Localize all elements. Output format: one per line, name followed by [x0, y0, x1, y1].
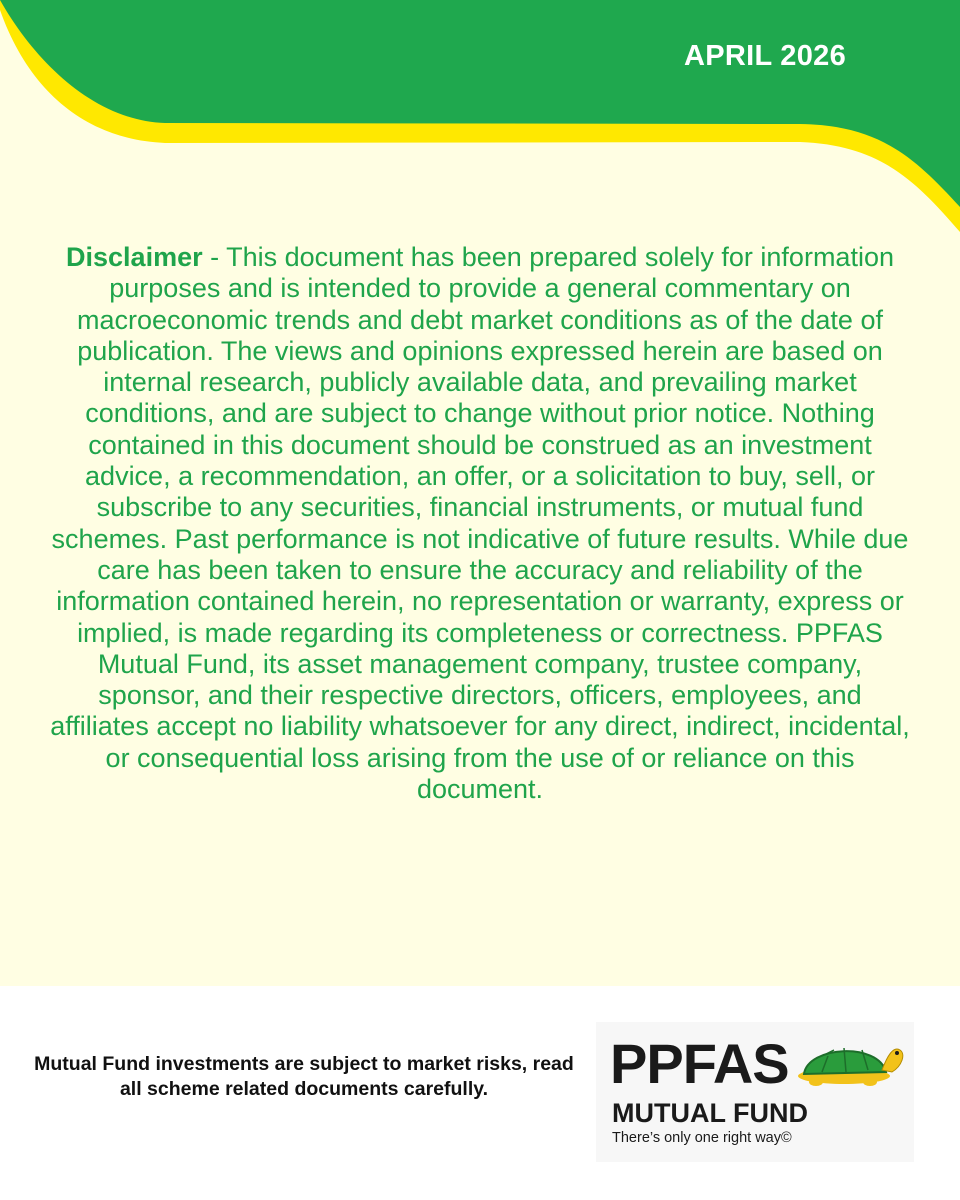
header-wave-banner: [0, 0, 960, 240]
issue-date: APRIL 2026: [683, 40, 846, 72]
disclaimer-text: [50, 242, 910, 805]
logo-subtitle: MUTUAL FUND: [612, 1098, 808, 1128]
ppfas-logo: [596, 1022, 914, 1162]
disclaimer-heading: Disclaimer: [66, 242, 203, 272]
logo-wordmark: PPFAS: [610, 1032, 789, 1095]
turtle-icon: [792, 1036, 908, 1094]
risk-warning: Mutual Fund investments are subject to market risks, read all scheme related documents carefully.: [34, 1053, 574, 1100]
disclaimer-body: - This document has been prepared solely for information purposes and is intended to provide a general commentary on macroeconomic trends and debt market conditions as of the date of publication. The views and opinions expressed herein are based on internal research, publicly available data, and prevailing market conditions, and are subject to change without prior notice. Nothing contained in this document should be construed as an investment advice, a recommendation, an offer, or a solicitation to buy, sell, or subscribe to any securities, financial instruments, or mutual fund schemes. Past performance is not indicative of future results. While due care has been taken to ensure the accuracy and reliability of the information contained herein, no representation or warranty, express or implied, is made regarding its completeness or correctness. PPFAS Mutual Fund, its asset management company, trustee company, sponsor, and their respective directors, officers, employees, and affiliates accept no liability whatsoever for any direct, indirect, incidental, or consequential loss arising from the use of or reliance on this document.: [50, 242, 910, 805]
logo-tagline: There’s only one right way©: [612, 1130, 792, 1146]
footer: [0, 986, 960, 1200]
green-wave-band: [0, 0, 960, 207]
